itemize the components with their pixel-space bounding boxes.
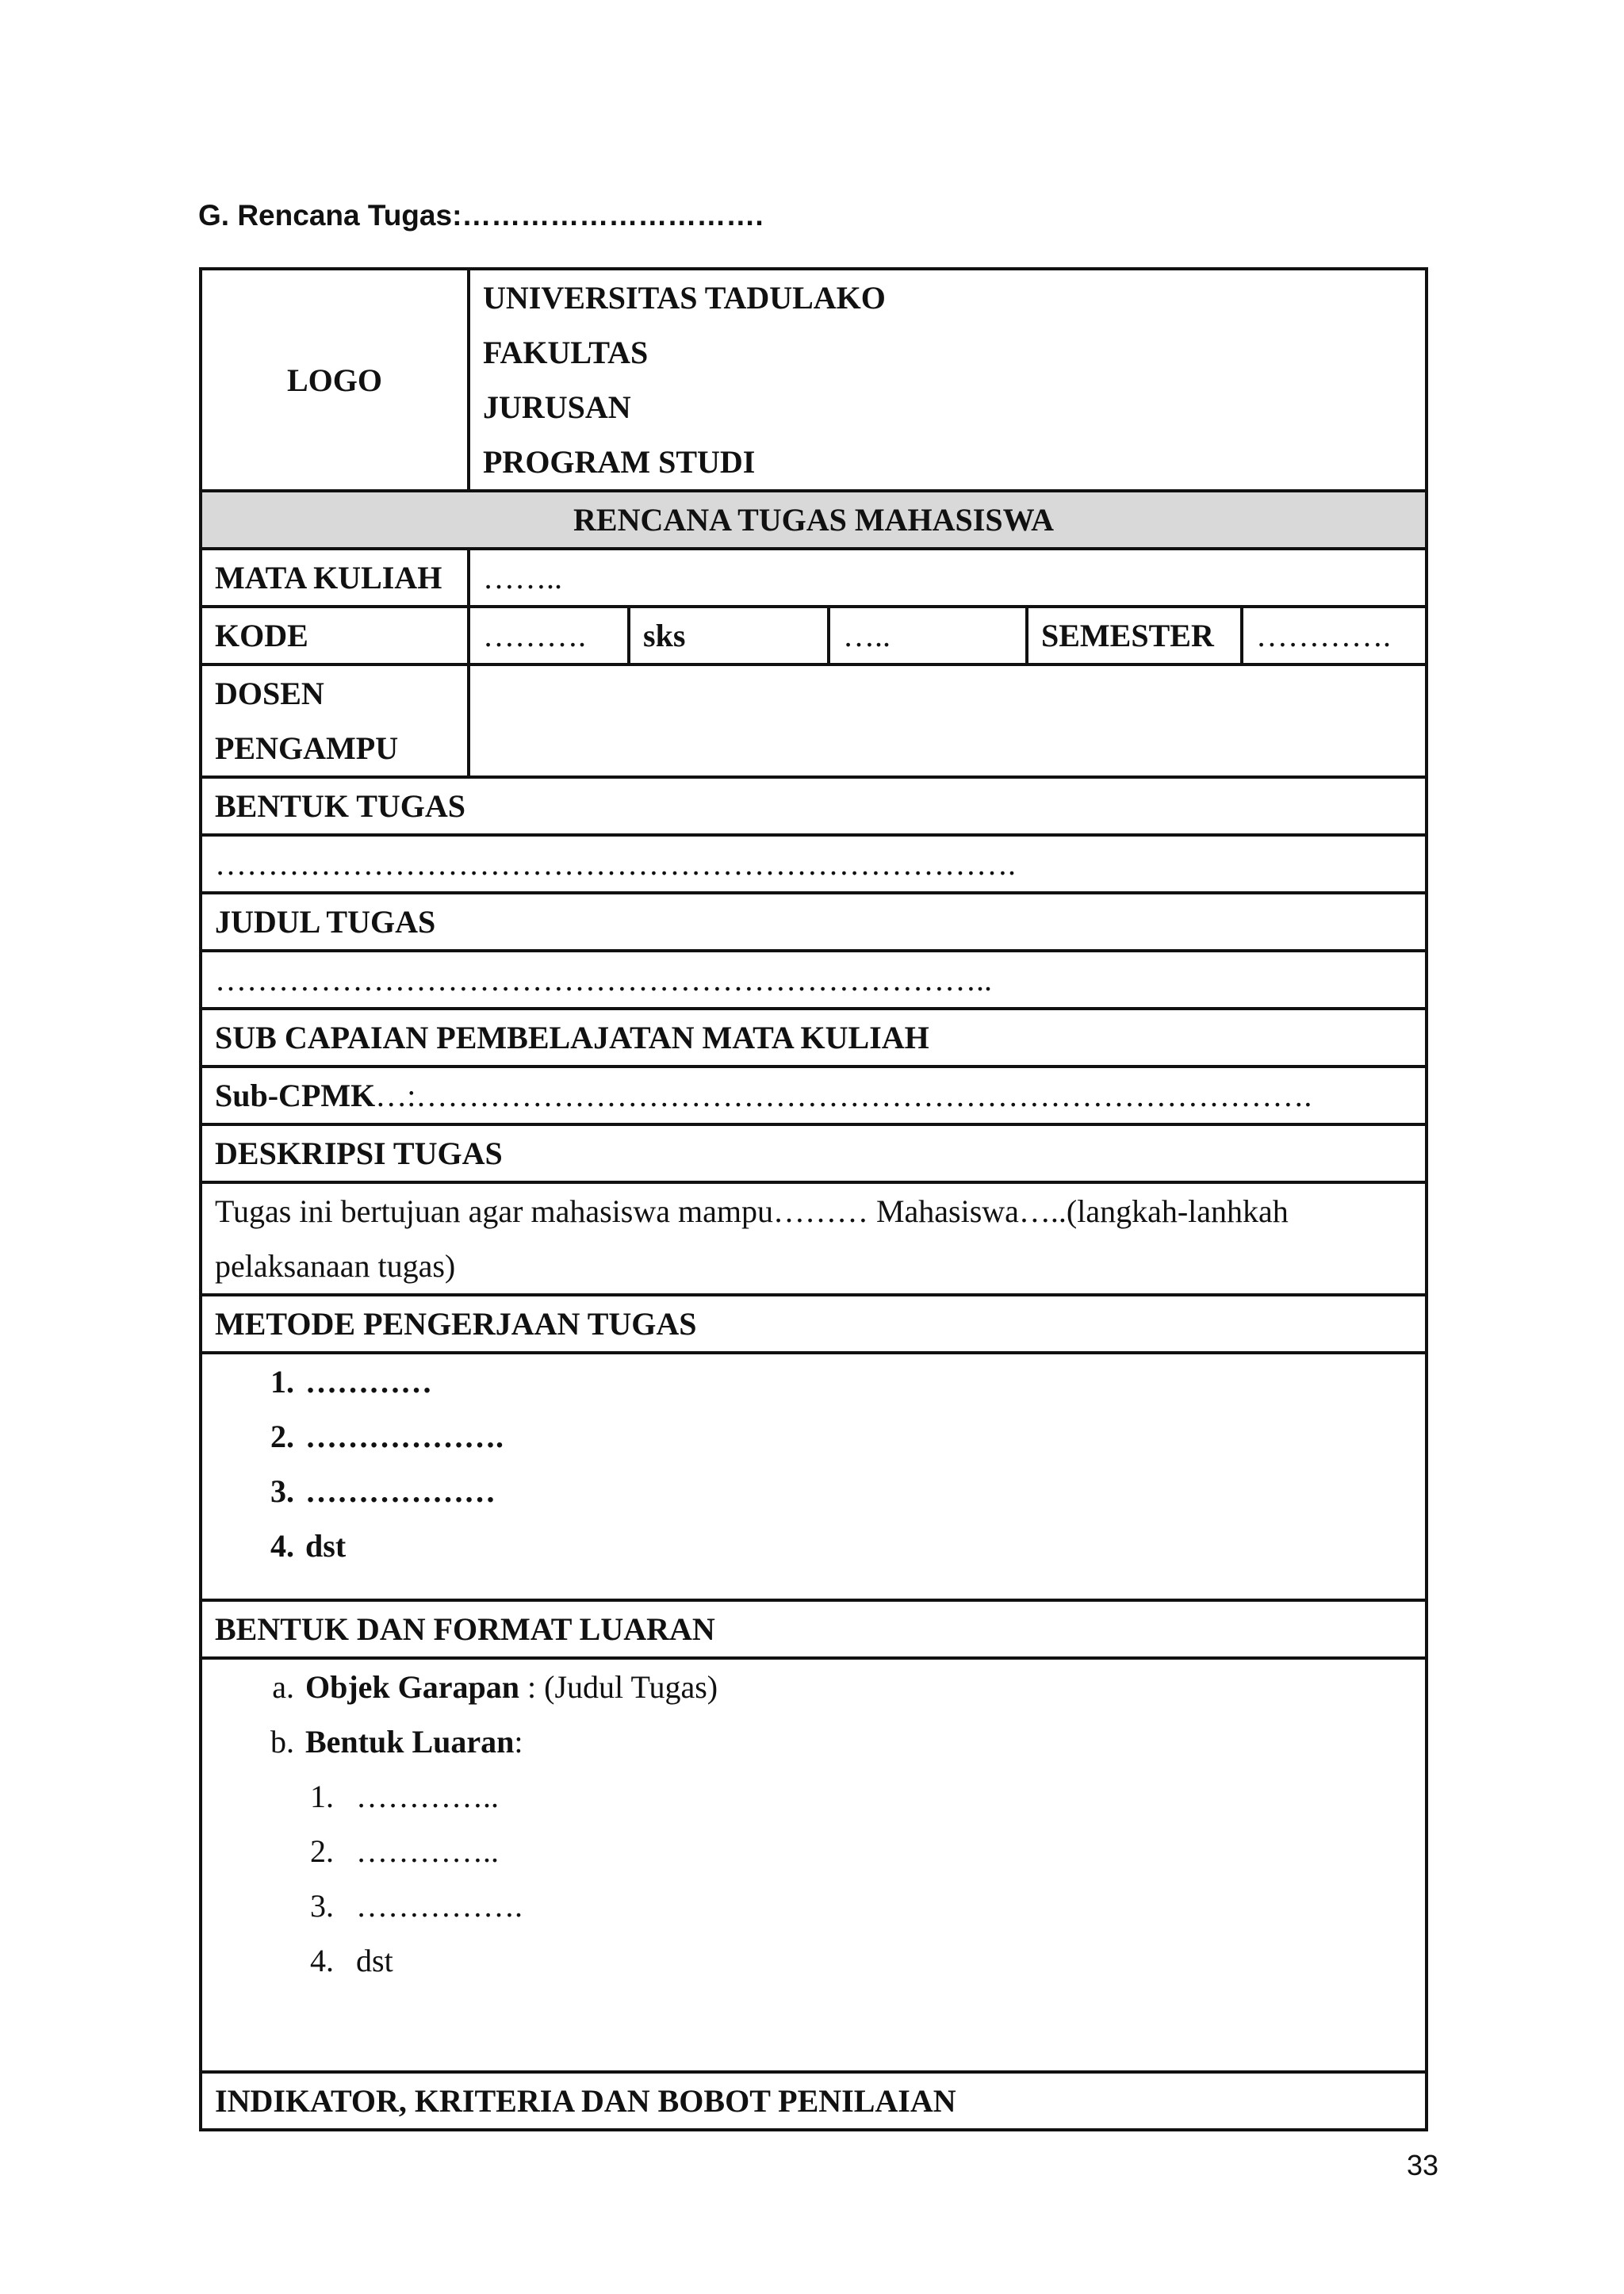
luaran-value-row — [201, 1658, 1427, 2072]
sub-cpmk-field[interactable] — [201, 1067, 1427, 1124]
semester-field[interactable]: …………. — [1242, 607, 1427, 664]
kode-label: KODE — [201, 607, 469, 664]
bentuk-tugas-label-row — [201, 777, 1427, 835]
sks-field[interactable]: ….. — [829, 607, 1027, 664]
judul-tugas-value-row — [201, 951, 1427, 1009]
deskripsi-field[interactable] — [201, 1182, 1427, 1295]
bentuk-tugas-value-row — [201, 835, 1427, 893]
section-heading: G. Rencana Tugas:…………………………. — [198, 199, 764, 232]
indikator-label-row — [201, 2072, 1427, 2130]
form-title-row — [201, 491, 1427, 549]
judul-tugas-field[interactable]: ……………………………………………………………….. — [201, 951, 1427, 1009]
list-item: a. Objek Garapan : (Judul Tugas) — [272, 1669, 718, 1705]
dosen-field[interactable] — [469, 664, 1427, 777]
mata-kuliah-row — [201, 549, 1427, 607]
sub-cpmk-label: SUB CAPAIAN PEMBELAJATAN MATA KULIAH — [201, 1009, 1427, 1067]
form-title: RENCANA TUGAS MAHASISWA — [201, 491, 1427, 549]
semester-label: SEMESTER — [1027, 607, 1242, 664]
dosen-label-line2: PENGAMPU — [215, 730, 399, 766]
list-item: 4. dst — [310, 1943, 393, 1978]
indikator-label: INDIKATOR, KRITERIA DAN BOBOT PENILAIAN — [201, 2072, 1427, 2130]
kode-row — [201, 607, 1427, 664]
luaran-list[interactable] — [201, 1658, 1427, 2072]
deskripsi-line1: Tugas ini bertujuan agar mahasiswa mampu……… Mahasiswa…..(langkah-lanhkah — [215, 1193, 1289, 1229]
bentuk-tugas-label: BENTUK TUGAS — [201, 777, 1427, 835]
institution-faculty: FAKULTAS — [483, 335, 649, 370]
list-item: 1. ………….. — [310, 1779, 499, 1814]
task-plan-form — [199, 267, 1428, 2131]
kode-field[interactable]: ………. — [469, 607, 629, 664]
sub-cpmk-prefix: Sub-CPMK — [215, 1078, 376, 1113]
deskripsi-value-row — [201, 1182, 1427, 1295]
metode-label: METODE PENGERJAAN TUGAS — [201, 1295, 1427, 1353]
list-item: 2. ………………. — [270, 1419, 504, 1454]
logo-placeholder: LOGO — [201, 269, 469, 491]
page-number: 33 — [1407, 2149, 1439, 2181]
judul-tugas-label: JUDUL TUGAS — [201, 893, 1427, 951]
list-item: 1. ………… — [270, 1364, 432, 1400]
dosen-row — [201, 664, 1427, 777]
institution-university: UNIVERSITAS TADULAKO — [483, 280, 886, 316]
sub-cpmk-label-row — [201, 1009, 1427, 1067]
metode-value-row — [201, 1353, 1427, 1600]
mata-kuliah-label: MATA KULIAH — [201, 549, 469, 607]
list-item: 3. ……………. — [310, 1888, 523, 1924]
institution-program: PROGRAM STUDI — [483, 444, 756, 480]
header-row — [201, 269, 1427, 491]
judul-tugas-label-row — [201, 893, 1427, 951]
list-item: 4. dst — [270, 1528, 347, 1564]
deskripsi-line2: pelaksanaan tugas) — [215, 1248, 456, 1284]
mata-kuliah-field[interactable]: …….. — [469, 549, 1427, 607]
metode-label-row — [201, 1295, 1427, 1353]
list-item: 2. ………….. — [310, 1833, 499, 1869]
bentuk-tugas-field[interactable]: …………………………………………………………………. — [201, 835, 1427, 893]
sks-label: sks — [629, 607, 829, 664]
deskripsi-label-row — [201, 1124, 1427, 1182]
institution-department: JURUSAN — [483, 389, 631, 425]
sub-cpmk-value-row — [201, 1067, 1427, 1124]
dosen-label-line1: DOSEN — [215, 676, 324, 711]
dosen-label — [201, 664, 469, 777]
list-item: b. Bentuk Luaran: — [270, 1724, 523, 1760]
luaran-label-row — [201, 1600, 1427, 1658]
deskripsi-label: DESKRIPSI TUGAS — [201, 1124, 1427, 1182]
list-item: 3. ……………… — [270, 1473, 496, 1509]
metode-list[interactable] — [201, 1353, 1427, 1600]
institution-block — [469, 269, 1427, 491]
luaran-label: BENTUK DAN FORMAT LUARAN — [201, 1600, 1427, 1658]
sub-cpmk-dots: …:…………………………………………………………………………. — [375, 1078, 1312, 1113]
